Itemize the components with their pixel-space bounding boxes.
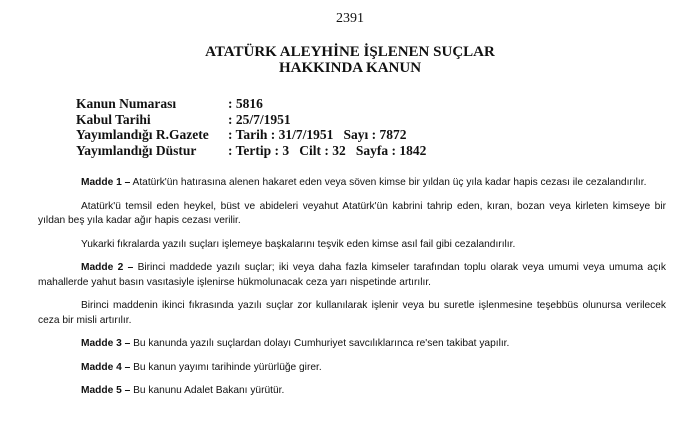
meta-label: Kanun Numarası <box>76 96 177 111</box>
meta-row-resmi-gazete <box>76 127 426 143</box>
paragraph-madde-1-fikra-2 <box>38 200 666 229</box>
law-title-line-1: ATATÜRK ALEYHİNE İŞLENEN SUÇLAR <box>205 44 495 60</box>
madde-label: Madde 3 – <box>81 338 131 349</box>
meta-value: : Tertip : 3 Cilt : 32 Sayfa : 1842 <box>228 142 427 158</box>
madde-label: Madde 1 – <box>81 177 131 188</box>
paragraph-text: Bu kanunu Adalet Bakanı yürütür. <box>130 385 285 396</box>
law-metadata <box>76 96 426 158</box>
law-body <box>38 176 666 408</box>
paragraph-text: Birinci maddenin ikinci fıkrasında yazılı suçlar zor kullanılarak işlenir veya bu suretle işlenmesine teşebbüs olunursa verilecek ceza bir misli artırılır. <box>38 300 666 326</box>
paragraph-text: Atatürk'ün hatırasına alenen hakaret eden veya söven kimse bir yıldan üç yıla kadar hapis cezası ile cezalandırılır. <box>130 177 647 188</box>
page-number: 2391 <box>336 11 364 26</box>
law-title <box>0 44 700 76</box>
madde-label: Madde 2 – <box>81 262 134 273</box>
paragraph-text: Atatürk'ü temsil eden heykel, büst ve abideleri veyahut Atatürk'ün kabrini tahrip eden, kıran, bozan veya kirleten kimseye bir yıldan beş yıla kadar ağır hapis cezası verilir. <box>38 200 666 226</box>
paragraph-text: Yukarki fıkralarda yazılı suçları işlemeye başkalarını teşvik eden kimse asıl fail gibi cezalandırılır. <box>81 238 516 250</box>
meta-label: Kabul Tarihi <box>76 111 151 127</box>
meta-row-kabul-tarihi <box>76 112 426 128</box>
meta-value: : 25/7/1951 <box>228 111 291 127</box>
paragraph-madde-2 <box>38 261 666 290</box>
paragraph-text: Bu kanun yayımı tarihinde yürürlüğe girer. <box>130 361 322 373</box>
paragraph-madde-2-fikra-2 <box>38 299 666 328</box>
paragraph-madde-4 <box>38 361 666 376</box>
meta-value: : 5816 <box>228 96 263 111</box>
paragraph-text: Birinci maddede yazılı suçlar; iki veya daha fazla kimseler tarafından toplu olarak veya umumi veya umuma açık mahallerde yahut basın vasıtasiyle işlenirse hükmolunacak ceza yarı nispetinde artırılır. <box>38 262 666 288</box>
paragraph-madde-5 <box>38 384 666 399</box>
meta-row-dustur <box>76 143 426 159</box>
law-title-line-2: HAKKINDA KANUN <box>278 60 422 76</box>
madde-label: Madde 5 – <box>81 385 131 396</box>
paragraph-text: Bu kanunda yazılı suçlardan dolayı Cumhuriyet savcılıklarınca re'sen takibat yapılır. <box>130 338 510 349</box>
meta-label: Yayımlandığı R.Gazete <box>76 127 209 142</box>
paragraph-madde-1 <box>38 176 666 191</box>
paragraph-madde-3 <box>38 337 666 352</box>
paragraph-madde-1-fikra-3 <box>38 238 666 253</box>
madde-label: Madde 4 – <box>81 361 131 373</box>
meta-row-kanun-numarasi <box>76 96 426 112</box>
meta-value: : Tarih : 31/7/1951 Sayı : 7872 <box>228 127 407 142</box>
meta-label: Yayımlandığı Düstur <box>76 142 197 158</box>
